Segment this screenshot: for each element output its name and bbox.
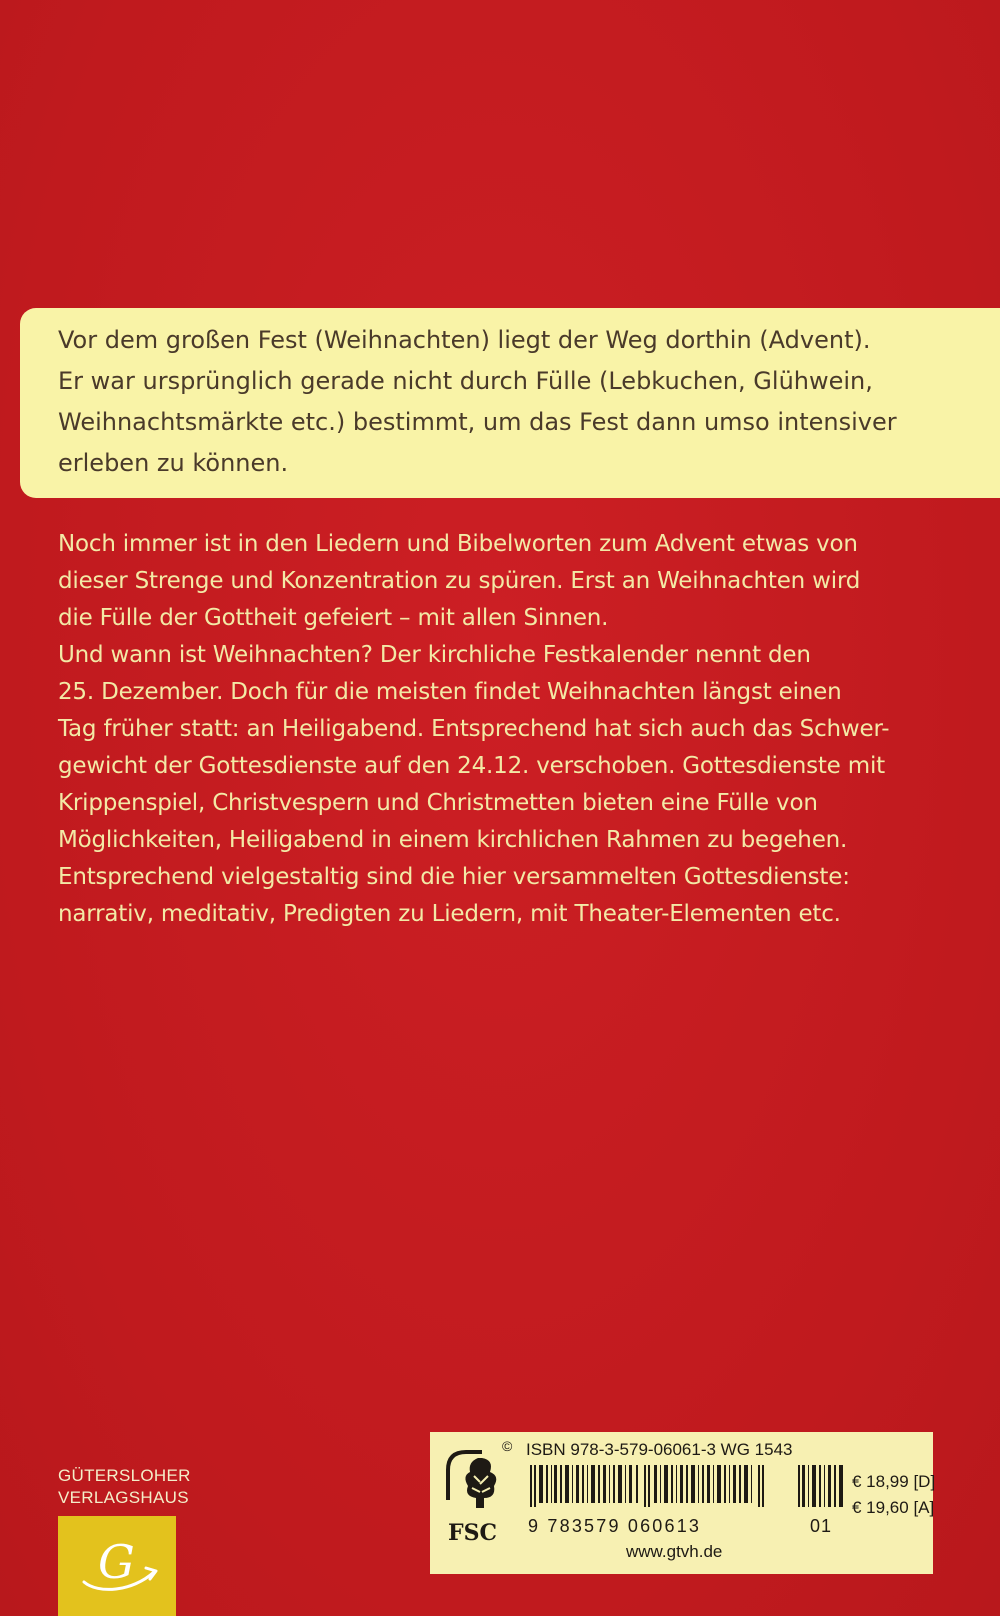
highlight-line: erleben zu können. bbox=[58, 449, 289, 477]
highlight-line: Er war ursprünglich gerade nicht durch Fülle (Lebkuchen, Glühwein, bbox=[58, 367, 873, 395]
highlight-line: Vor dem großen Fest (Weihnachten) liegt der Weg dorthin (Advent). bbox=[58, 326, 871, 354]
publisher-name-line1: GÜTERSLOHER bbox=[58, 1466, 191, 1485]
highlight-blurb-box bbox=[20, 308, 1000, 498]
logo-letter: G bbox=[98, 1535, 135, 1589]
barcode-panel bbox=[430, 1432, 936, 1574]
publisher-name bbox=[58, 1465, 191, 1509]
description-line: dieser Strenge und Konzentration zu spüren. Erst an Weihnachten wird bbox=[58, 568, 861, 594]
description-line: Und wann ist Weihnachten? Der kirchliche Festkalender nennt den bbox=[58, 642, 811, 668]
ean-barcode bbox=[530, 1465, 766, 1507]
fsc-tree-icon bbox=[438, 1440, 518, 1550]
description-line: Noch immer ist in den Liedern und Bibelworten zum Advent etwas von bbox=[58, 531, 858, 557]
copyright-symbol: © bbox=[502, 1438, 513, 1454]
addon-digits: 01 bbox=[810, 1516, 833, 1536]
description-line: Krippenspiel, Christvespern und Christmetten bieten eine Fülle von bbox=[58, 790, 818, 816]
publisher-website: www.gtvh.de bbox=[626, 1542, 723, 1561]
description-text bbox=[58, 526, 958, 933]
ean-digits: 9 783579 060613 bbox=[528, 1516, 702, 1536]
price-austria: € 19,60 [A] bbox=[852, 1498, 935, 1517]
publisher-logo bbox=[58, 1516, 176, 1616]
isbn-text: ISBN 978-3-579-06061-3 WG 1543 bbox=[526, 1440, 793, 1459]
description-line: die Fülle der Gottheit gefeiert – mit allen Sinnen. bbox=[58, 605, 609, 631]
description-line: gewicht der Gottesdienste auf den 24.12. verschoben. Gottesdienste mit bbox=[58, 753, 885, 779]
highlight-line: Weihnachtsmärkte etc.) bestimmt, um das Fest dann umso intensiver bbox=[58, 408, 897, 436]
description-line: 25. Dezember. Doch für die meisten findet Weihnachten längst einen bbox=[58, 679, 842, 705]
description-line: Tag früher statt: an Heiligabend. Entsprechend hat sich auch das Schwer- bbox=[58, 716, 890, 742]
description-line: narrativ, meditativ, Predigten zu Liedern, mit Theater-Elementen etc. bbox=[58, 901, 841, 927]
addon-barcode bbox=[798, 1465, 844, 1507]
description-line: Entsprechend vielgestaltig sind die hier versammelten Gottesdienste: bbox=[58, 864, 850, 890]
price-germany: € 18,99 [D] bbox=[852, 1472, 936, 1491]
publisher-name-line2: VERLAGSHAUS bbox=[58, 1488, 189, 1507]
description-line: Möglichkeiten, Heiligabend in einem kirchlichen Rahmen zu begehen. bbox=[58, 827, 848, 853]
fsc-label: FSC bbox=[448, 1520, 498, 1546]
